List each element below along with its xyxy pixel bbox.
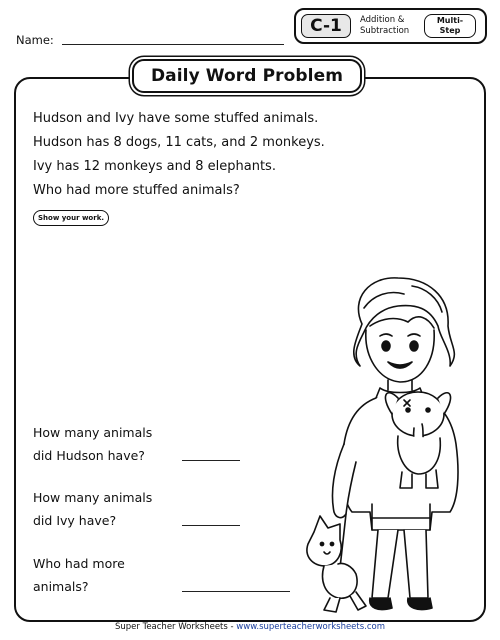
- show-your-work-label: Show your work.: [33, 210, 109, 226]
- footer: [0, 622, 500, 632]
- problem-line-3: Ivy has 12 monkeys and 8 elephants.: [33, 159, 276, 174]
- problem-line-2: Hudson has 8 dogs, 11 cats, and 2 monkeys.: [33, 135, 325, 150]
- answer-3-line[interactable]: [182, 591, 290, 592]
- question-3: [33, 552, 125, 598]
- worksheet-code: C-1: [301, 14, 351, 38]
- problem-line-1: Hudson and Ivy have some stuffed animals.: [33, 111, 319, 126]
- worksheet-topic: [360, 15, 420, 37]
- answer-1-line[interactable]: [182, 460, 240, 461]
- question-2-line-2: did Ivy have?: [33, 513, 117, 528]
- question-2-line-1: How many animals: [33, 490, 153, 505]
- topic-line-1: Addition &: [360, 15, 405, 25]
- type-line-1: Multi-: [436, 16, 464, 25]
- title-box: [132, 59, 362, 93]
- question-3-line-2: animals?: [33, 579, 89, 594]
- name-field[interactable]: [62, 44, 284, 45]
- problem-line-4: Who had more stuffed animals?: [33, 183, 240, 198]
- footer-url-link[interactable]: www.superteacherworksheets.com: [236, 622, 386, 632]
- problem-text: [33, 107, 473, 203]
- question-3-line-1: Who had more: [33, 556, 125, 571]
- question-1-line-1: How many animals: [33, 425, 153, 440]
- type-line-2: Step: [439, 26, 461, 35]
- worksheet-type: [424, 14, 476, 38]
- question-2: [33, 486, 152, 532]
- footer-separator: -: [227, 622, 237, 632]
- answer-2-line[interactable]: [182, 525, 240, 526]
- worksheet-badge: [294, 8, 487, 44]
- girl-with-stuffed-animals-illustration: [300, 268, 490, 618]
- page-title: Daily Word Problem: [150, 66, 344, 86]
- topic-line-2: Subtraction: [360, 26, 410, 36]
- footer-brand: Super Teacher Worksheets: [114, 622, 228, 632]
- name-label: Name:: [16, 33, 54, 47]
- question-1: [33, 421, 152, 467]
- question-1-line-2: did Hudson have?: [33, 448, 145, 463]
